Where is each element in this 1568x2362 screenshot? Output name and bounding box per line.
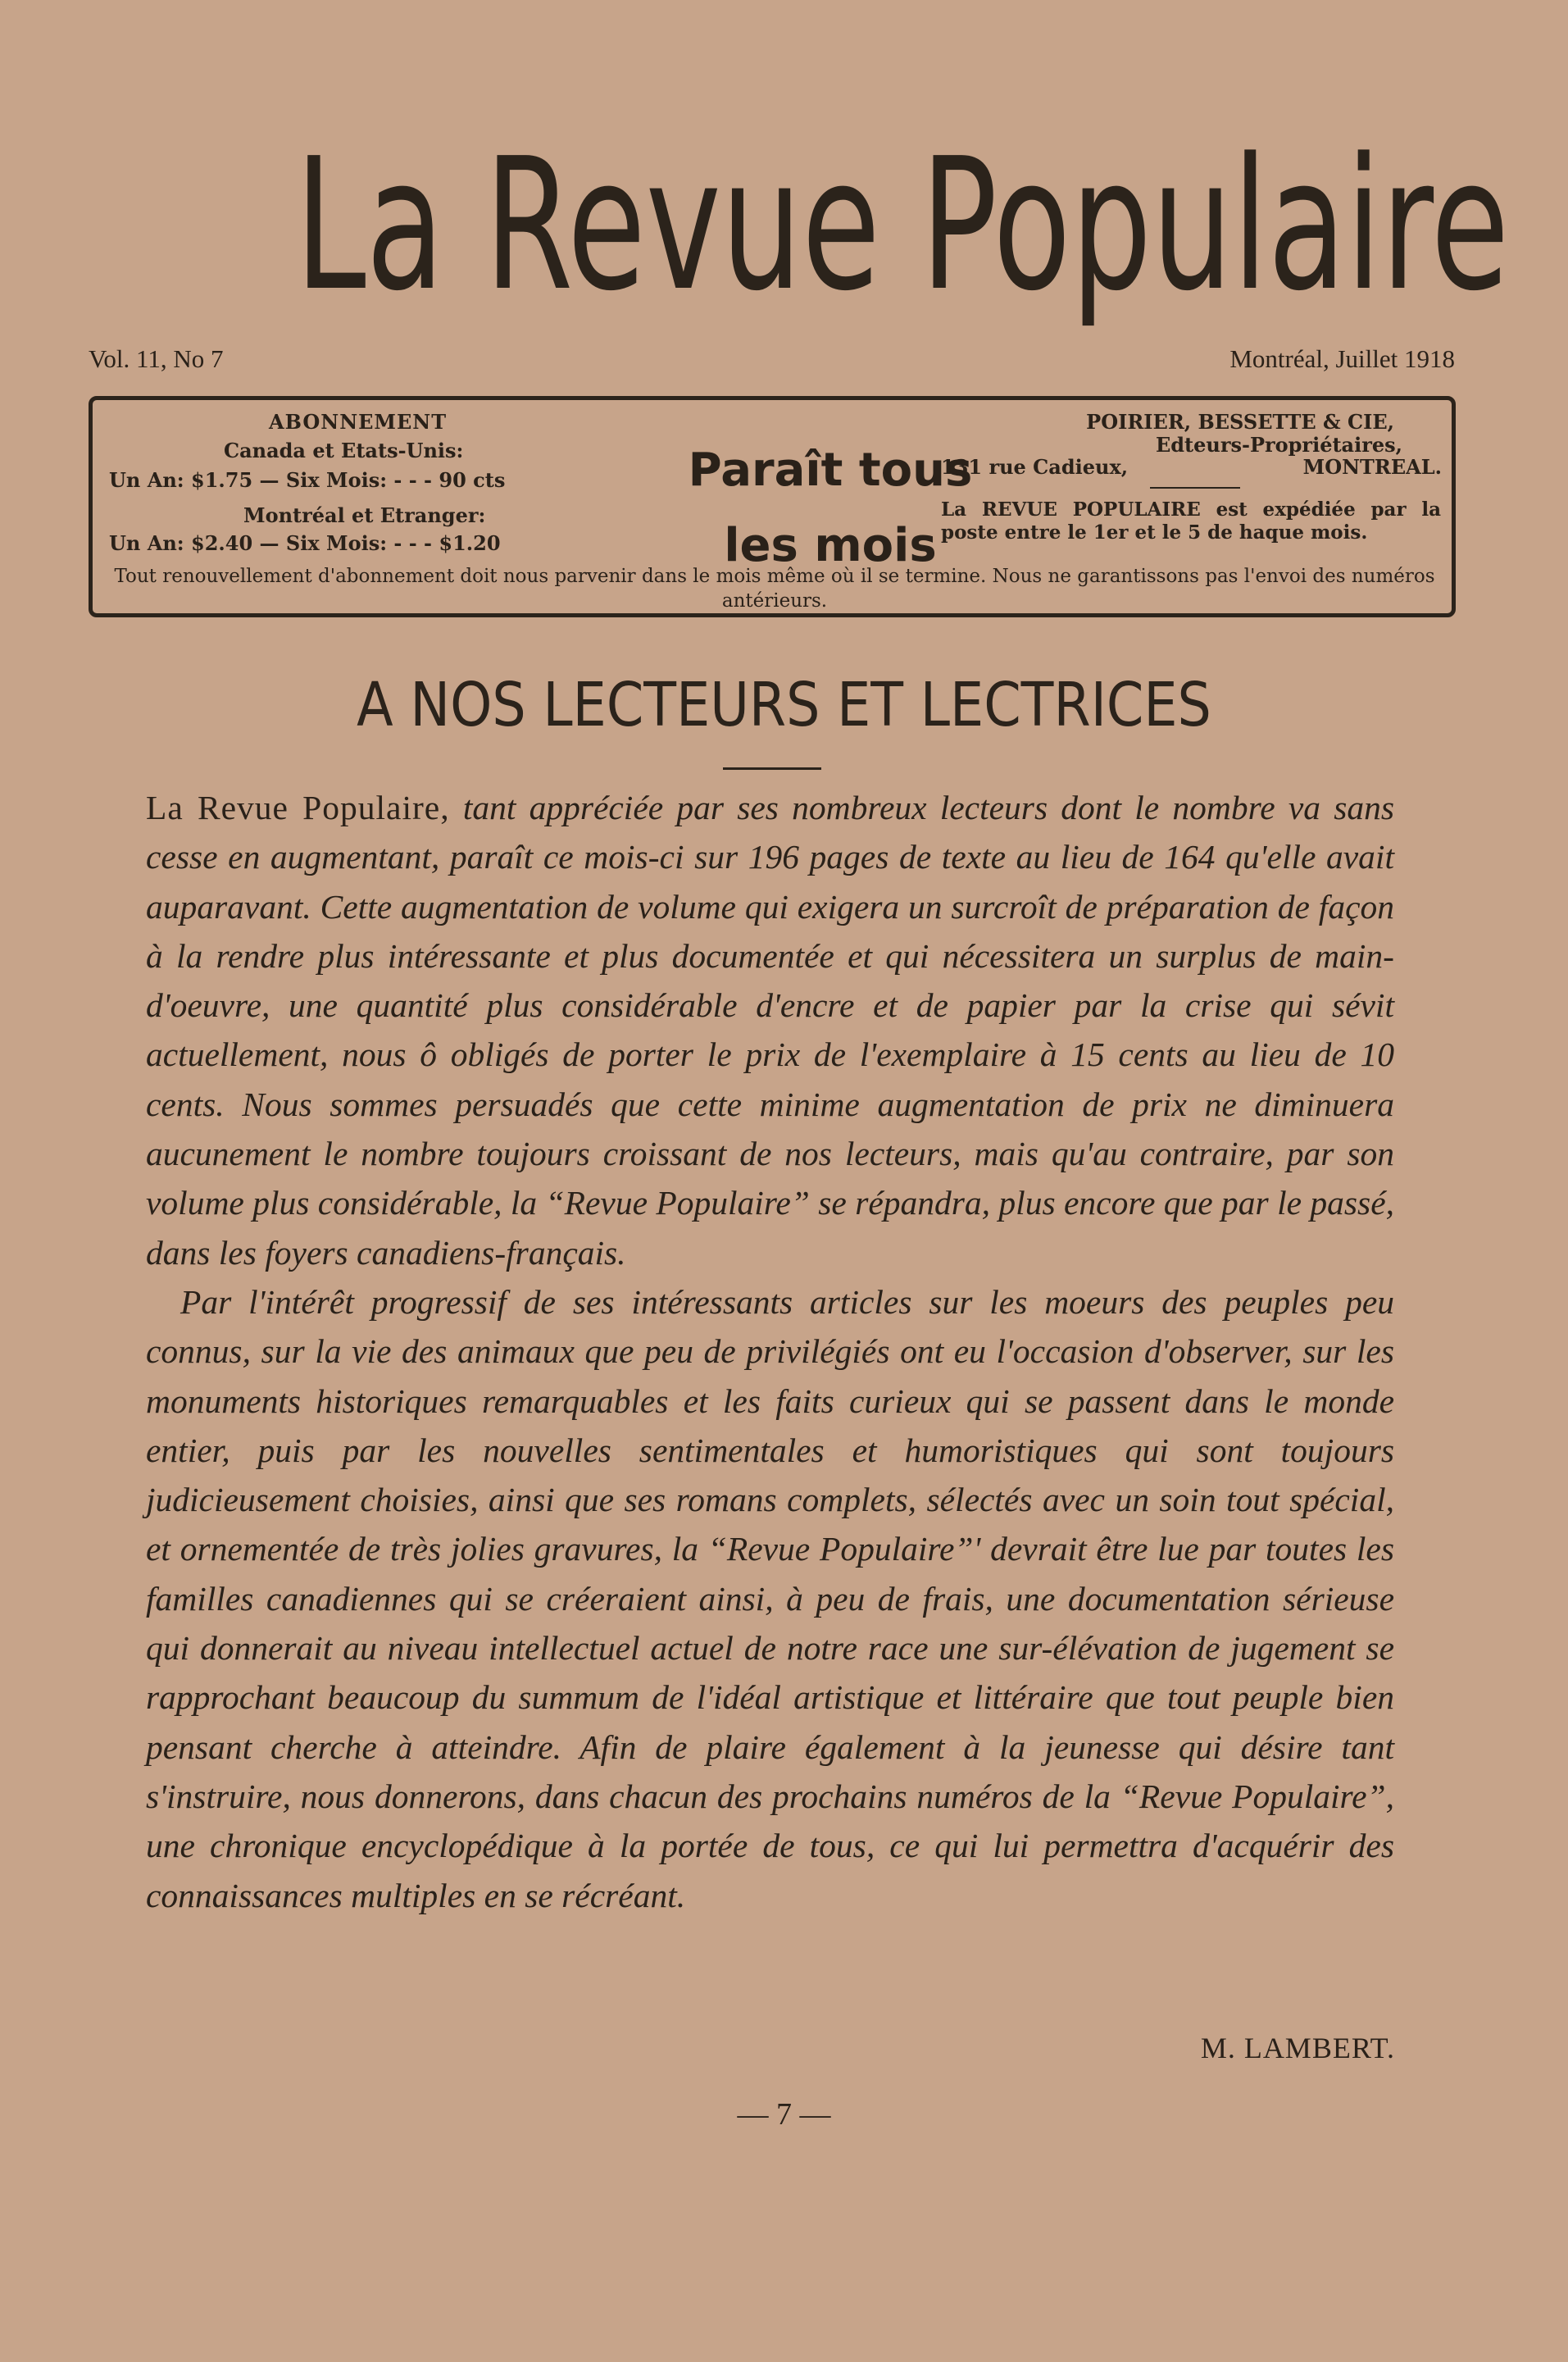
article-lead: La Revue Populaire,	[146, 789, 450, 826]
issue-date: Montréal, Juillet 1918	[1229, 344, 1455, 373]
subscription-title: ABONNEMENT	[269, 410, 448, 434]
article-paragraph-2: Par l'intérêt progressif de ses intéressants articles sur les moeurs des peuples peu connus, sur la vie des animaux que peu de privilégiés ont eu l'occasion d'observer, sur les monuments historiques remarquables et les faits curieux qui se passent dans le monde entier, puis par les nouvelles sentimentales et humoristiques qui sont toujours judicieusement choisies, ainsi que ses romans complets, sélectés avec un soin tout spécial, et ornementée de très jolies gravures, la “Revue Populaire”' devrait être lue par toutes les familles canadiennes qui se créeraient ainsi, à peu de frais, une documentation sérieuse qui donnerait au niveau intellectuel actuel de notre race une sur-élévation de jugement se rapprochant beaucoup du summum de l'idéal artistique et littéraire que tout peuple bien pensant cherche à atteindre. Afin de plaire également à la jeunesse qui désire tant s'instruire, nous donnerons, dans chacun des prochains numéros de la “Revue Populaire”, une chronique encyclopédique à la portée de tous, ce qui lui permettra d'acquérir des connaissances multiples en se récréant.	[146, 1282, 1394, 1914]
masthead-title: La Revue Populaire	[295, 120, 1510, 331]
shipping-note: La REVUE POPULAIRE est expédiée par la poste entre le 1er et le 5 de haque mois.	[941, 498, 1441, 544]
frequency-line-1: Paraît tous	[688, 444, 973, 497]
volume-number: Vol. 11, No 7	[89, 344, 224, 373]
publisher-city: MONTREAL.	[1302, 455, 1442, 479]
canada-usa-label: Canada et Etats-Unis:	[224, 439, 464, 462]
canada-usa-price: Un An: $1.75 — Six Mois: - - - 90 cts	[109, 468, 506, 492]
publisher-role: Edteurs-Propriétaires,	[1155, 433, 1402, 457]
subscription-info-box	[89, 396, 1456, 617]
article-paragraph-1	[146, 783, 1394, 1277]
headline-rule	[723, 767, 821, 770]
frequency-line-2: les mois	[724, 519, 937, 572]
publisher-divider	[1150, 487, 1240, 489]
page-number: — 7 —	[737, 2097, 831, 2132]
montreal-foreign-price: Un An: $2.40 — Six Mois: - - - $1.20	[109, 531, 501, 555]
article-body	[146, 783, 1394, 1920]
article-signature: M. LAMBERT.	[1200, 2032, 1395, 2064]
publisher-address: 131 rue Cadieux,	[941, 455, 1129, 479]
publisher-name: POIRIER, BESSETTE & CIE,	[1086, 410, 1394, 434]
article-paragraph-1-text: tant appréciée par ses nombreux lecteurs dont le nombre va sans cesse en augmentant, paraît ce mois-ci sur 196 pages de texte au lieu de 164 qu'elle avait auparavant. Cette augmentation de volume qui exigera un surcroît de préparation de façon à la rendre plus intéressante et plus documentée et qui nécessitera un surplus de main-d'oeuvre, une quantité plus considérable d'encre et de papier par la crise qui sévit actuellement, nous ô obligés de porter le prix de l'exemplaire à 15 cents au lieu de 10 cents. Nous sommes persuadés que cette minime augmentation de prix ne diminuera aucunement le nombre toujours croissant de nos lecteurs, mais qu'au contraire, par son volume plus considérable, la “Revue Populaire” se répandra, plus encore que par le passé, dans les foyers canadiens-français.	[146, 789, 1395, 1272]
article-headline: A NOS LECTEURS ET LECTRICES	[357, 670, 1211, 740]
montreal-foreign-label: Montréal et Etranger:	[243, 503, 486, 527]
renewal-note: Tout renouvellement d'abonnement doit nous parvenir dans le mois même où il se termine. Nous ne garantissons pas l'envoi des numéros antérieurs.	[114, 566, 1435, 612]
